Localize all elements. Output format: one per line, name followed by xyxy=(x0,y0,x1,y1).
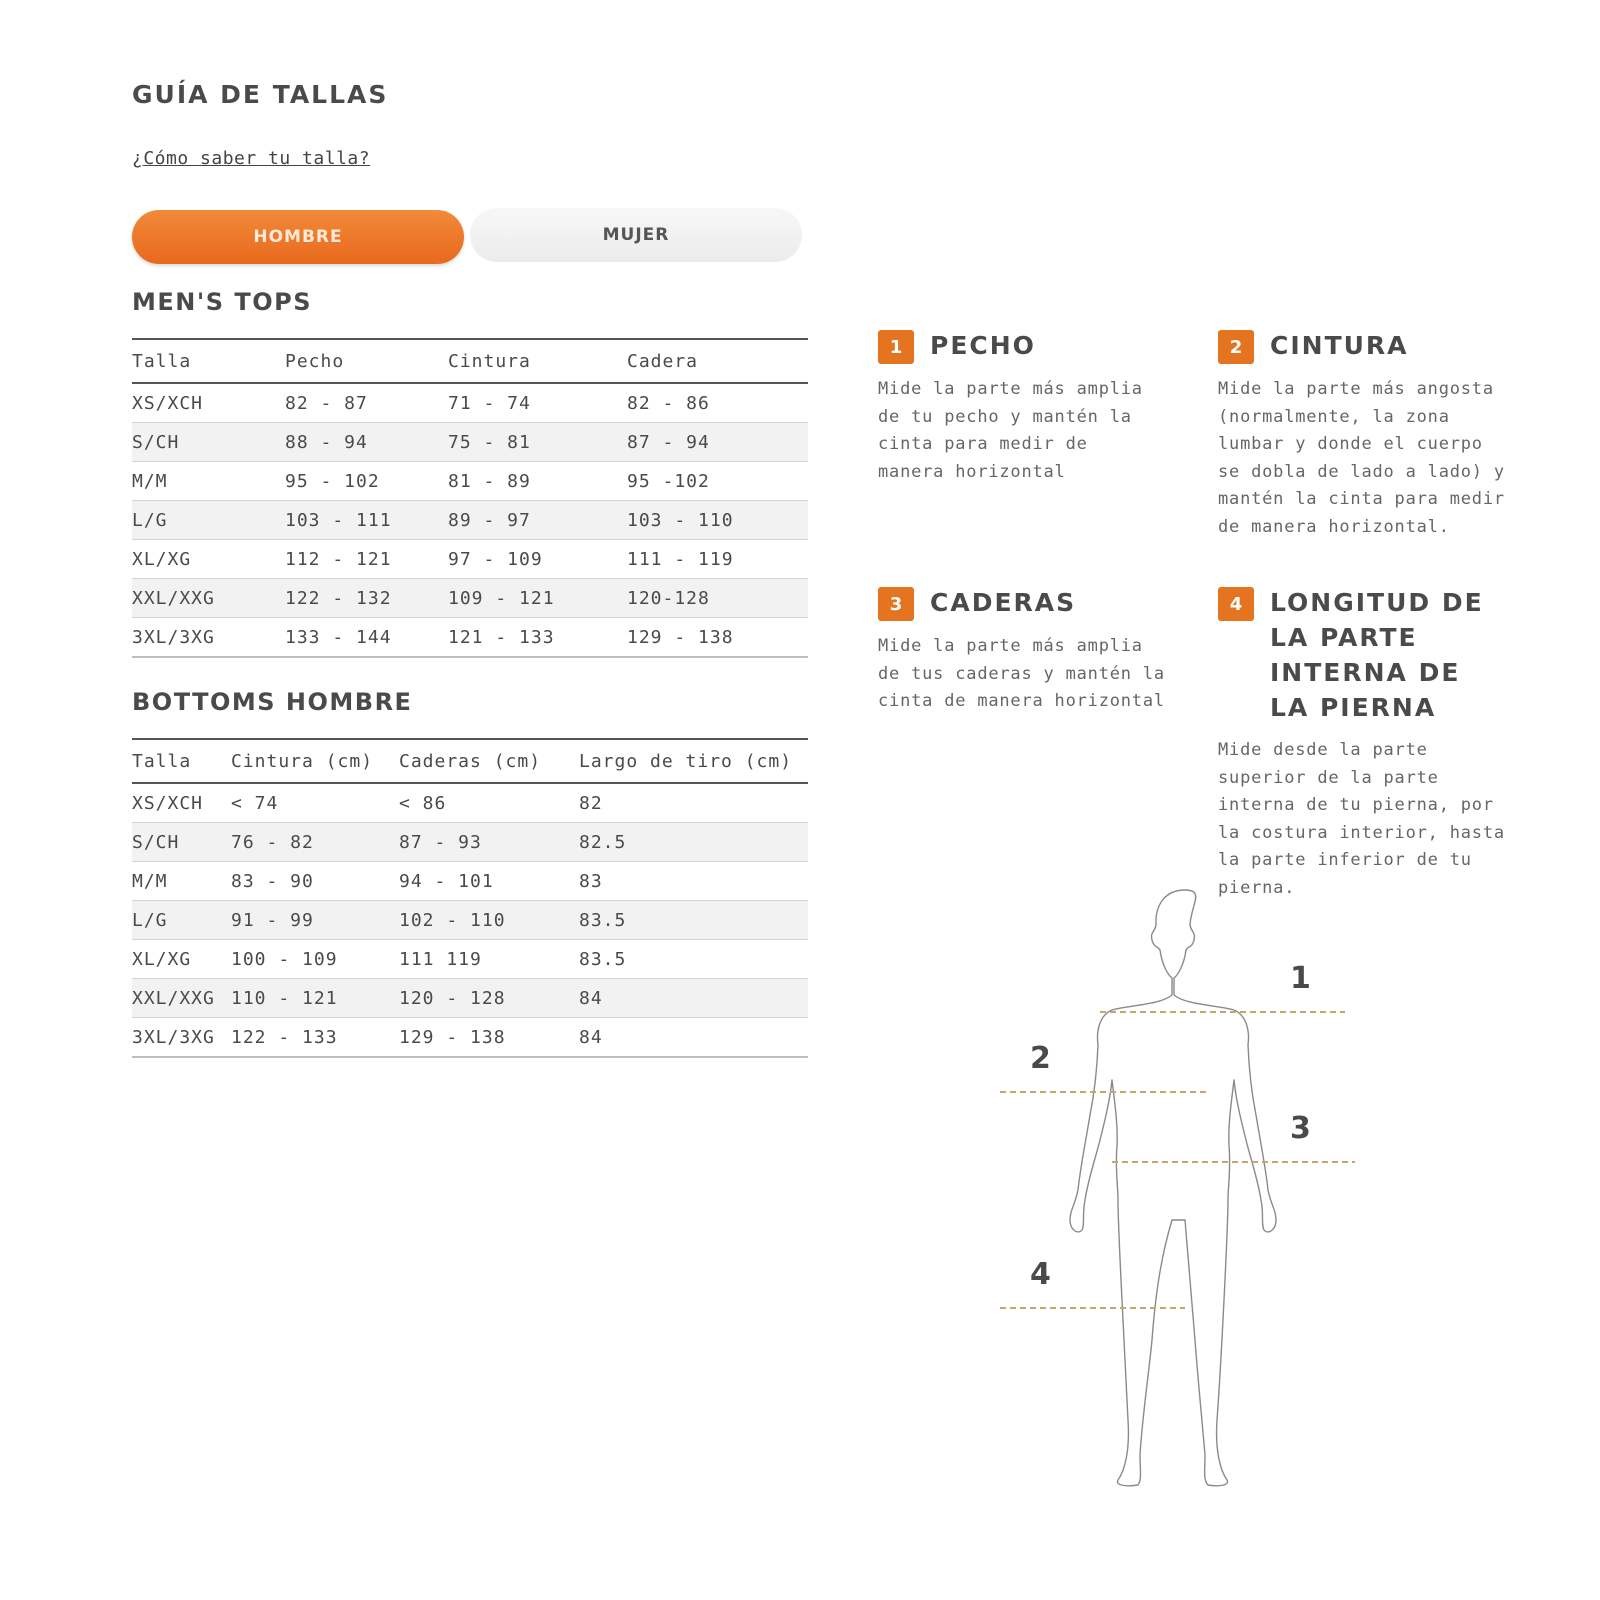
measure-title: PECHO xyxy=(930,331,1036,360)
measure-text: Mide desde la parte superior de la parte interna de tu pierna, por la costura interior, hasta la parte inferior de tu pierna. xyxy=(1218,740,1505,898)
badge-3: 3 xyxy=(878,587,914,621)
table-cell: S/CH xyxy=(132,831,180,853)
table-cell: 87 - 93 xyxy=(399,831,482,853)
bottoms-col-largo: Largo de tiro (cm) xyxy=(579,750,793,772)
table-cell: 122 - 133 xyxy=(231,1026,338,1048)
table-row xyxy=(132,462,808,501)
bottoms-table xyxy=(132,738,808,1058)
tops-header-row xyxy=(132,339,808,383)
table-row xyxy=(132,618,808,658)
badge-4: 4 xyxy=(1218,587,1254,621)
table-cell: 129 - 138 xyxy=(627,626,734,648)
table-row xyxy=(132,579,808,618)
table-cell: < 74 xyxy=(231,792,279,814)
table-cell: 82 - 87 xyxy=(285,392,368,414)
table-cell: M/M xyxy=(132,870,168,892)
table-cell: < 86 xyxy=(399,792,447,814)
table-row xyxy=(132,383,808,423)
figure-label-3: 3 xyxy=(1290,1111,1311,1146)
tops-col-talla: Talla xyxy=(132,350,192,372)
table-cell: 120 - 128 xyxy=(399,987,506,1009)
table-row xyxy=(132,501,808,540)
bottoms-col-cintura: Cintura (cm) xyxy=(231,750,374,772)
table-cell: XL/XG xyxy=(132,948,192,970)
table-cell: 89 - 97 xyxy=(448,509,531,531)
body-outline xyxy=(1070,890,1276,1486)
table-row xyxy=(132,783,808,823)
how-to-size-link[interactable]: ¿Cómo saber tu talla? xyxy=(132,148,371,169)
table-cell: 83 - 90 xyxy=(231,870,314,892)
table-cell: 87 - 94 xyxy=(627,431,710,453)
table-cell: XL/XG xyxy=(132,548,192,570)
table-row xyxy=(132,823,808,862)
bottoms-section-title: BOTTOMS HOMBRE xyxy=(132,688,413,716)
table-cell: 91 - 99 xyxy=(231,909,314,931)
table-cell: L/G xyxy=(132,909,168,931)
figure-label-1: 1 xyxy=(1290,961,1311,996)
measure-caderas xyxy=(878,585,1168,716)
table-cell: XXL/XXG xyxy=(132,987,215,1009)
table-cell: L/G xyxy=(132,509,168,531)
table-cell: 3XL/3XG xyxy=(132,626,215,648)
measure-text: Mide la parte más amplia de tus caderas y mantén la cinta de manera horizontal xyxy=(878,636,1165,711)
table-cell: 3XL/3XG xyxy=(132,1026,215,1048)
bottoms-header-row xyxy=(132,739,808,783)
table-cell: 95 - 102 xyxy=(285,470,380,492)
bottoms-col-talla: Talla xyxy=(132,750,192,772)
tops-col-cadera: Cadera xyxy=(627,350,699,372)
measure-title: LONGITUD DE LA PARTE INTERNA DE LA PIERNA xyxy=(1270,588,1484,722)
table-row xyxy=(132,1018,808,1058)
table-row xyxy=(132,901,808,940)
table-cell: 84 xyxy=(579,1026,603,1048)
table-cell: 82.5 xyxy=(579,831,627,853)
measure-title: CINTURA xyxy=(1270,331,1409,360)
table-cell: 76 - 82 xyxy=(231,831,314,853)
table-cell: 133 - 144 xyxy=(285,626,392,648)
table-cell: XXL/XXG xyxy=(132,587,215,609)
measure-title: CADERAS xyxy=(930,588,1077,617)
table-cell: 83.5 xyxy=(579,948,627,970)
tops-col-cintura: Cintura xyxy=(448,350,531,372)
measure-cintura xyxy=(1218,328,1508,541)
table-cell: 129 - 138 xyxy=(399,1026,506,1048)
measure-text: Mide la parte más amplia de tu pecho y mantén la cinta para medir de manera horizontal xyxy=(878,379,1143,482)
table-row xyxy=(132,423,808,462)
page-title: GUÍA DE TALLAS xyxy=(132,80,389,109)
table-cell: 88 - 94 xyxy=(285,431,368,453)
table-cell: 94 - 101 xyxy=(399,870,494,892)
table-cell: 111 119 xyxy=(399,948,482,970)
table-cell: XS/XCH xyxy=(132,392,204,414)
table-cell: 83.5 xyxy=(579,909,627,931)
body-figure xyxy=(1000,880,1400,1520)
badge-2: 2 xyxy=(1218,330,1254,364)
table-cell: 112 - 121 xyxy=(285,548,392,570)
table-cell: 82 xyxy=(579,792,603,814)
table-cell: 71 - 74 xyxy=(448,392,531,414)
table-row xyxy=(132,979,808,1018)
table-row xyxy=(132,862,808,901)
table-cell: 111 - 119 xyxy=(627,548,734,570)
table-cell: 82 - 86 xyxy=(627,392,710,414)
figure-label-2: 2 xyxy=(1030,1041,1051,1076)
measure-text: Mide la parte más angosta (normalmente, la zona lumbar y donde el cuerpo se dobla de lado a lado) y mantén la cinta para medir de manera horizontal. xyxy=(1218,379,1505,537)
table-cell: 122 - 132 xyxy=(285,587,392,609)
table-cell: 95 -102 xyxy=(627,470,710,492)
table-cell: M/M xyxy=(132,470,168,492)
table-cell: 102 - 110 xyxy=(399,909,506,931)
bottoms-col-caderas: Caderas (cm) xyxy=(399,750,542,772)
table-cell: XS/XCH xyxy=(132,792,204,814)
table-row xyxy=(132,940,808,979)
table-cell: S/CH xyxy=(132,431,180,453)
table-cell: 81 - 89 xyxy=(448,470,531,492)
table-cell: 109 - 121 xyxy=(448,587,555,609)
table-row xyxy=(132,540,808,579)
figure-label-4: 4 xyxy=(1030,1257,1051,1292)
table-cell: 83 xyxy=(579,870,603,892)
table-cell: 103 - 111 xyxy=(285,509,392,531)
tab-mujer[interactable]: MUJER xyxy=(470,208,802,262)
badge-1: 1 xyxy=(878,330,914,364)
tops-col-pecho: Pecho xyxy=(285,350,345,372)
tops-section-title: MEN'S TOPS xyxy=(132,288,312,316)
table-cell: 110 - 121 xyxy=(231,987,338,1009)
table-cell: 103 - 110 xyxy=(627,509,734,531)
table-cell: 75 - 81 xyxy=(448,431,531,453)
measure-pecho xyxy=(878,328,1158,486)
table-cell: 121 - 133 xyxy=(448,626,555,648)
table-cell: 120-128 xyxy=(627,587,710,609)
table-cell: 84 xyxy=(579,987,603,1009)
tab-hombre[interactable]: HOMBRE xyxy=(132,210,464,264)
measure-longitud xyxy=(1218,585,1508,902)
tops-table xyxy=(132,338,808,658)
table-cell: 100 - 109 xyxy=(231,948,338,970)
table-cell: 97 - 109 xyxy=(448,548,543,570)
measure-lines xyxy=(1000,1012,1355,1308)
